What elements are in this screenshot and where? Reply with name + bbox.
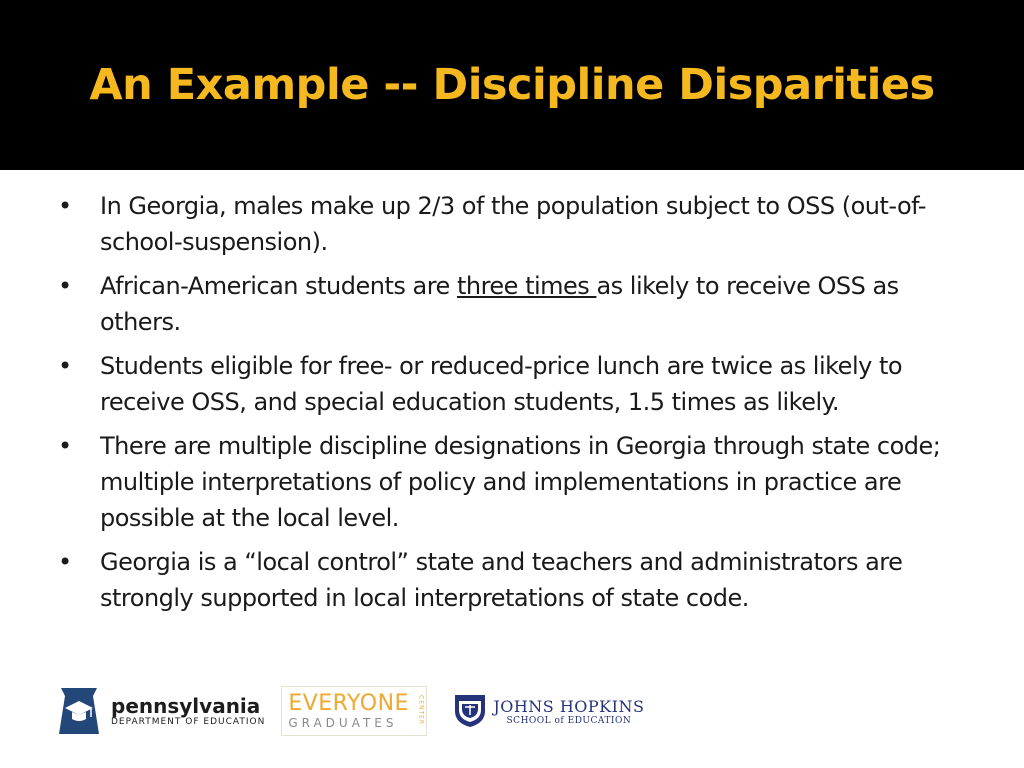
jhu-school: SCHOOL of EDUCATION [506, 715, 632, 726]
eg-top-text: EVERYONE [288, 691, 409, 716]
shield-icon [453, 693, 487, 729]
everyone-graduates-logo [281, 686, 427, 736]
bullet-text: There are multiple discipline designations in Georgia through state code; multiple interpretations of policy and implementations in practice are possible at the local level. [100, 432, 941, 532]
bullet-marker: • [58, 352, 72, 380]
bullet-marker: • [58, 432, 72, 460]
slide-title: An Example -- Discipline Disparities [89, 60, 935, 110]
eg-bottom-text: GRADUATES [288, 716, 398, 730]
keystone-icon [55, 686, 103, 736]
bullet-list [58, 188, 978, 624]
bullet-text: In Georgia, males make up 2/3 of the population subject to OSS (out-of-school-suspension). [100, 192, 926, 256]
bullet-text-after: as likely to receive OSS as others. [100, 272, 899, 336]
jhu-name: JOHNS HOPKINS [493, 696, 645, 716]
bullet-text-before: African-American students are [100, 272, 457, 300]
bullet-text: Georgia is a “local control” state and teachers and administrators are strongly supported in local interpretations of state code. [100, 548, 903, 612]
bullet-marker: • [58, 272, 72, 300]
bullet-item [58, 544, 978, 616]
pa-name: pennsylvania [111, 694, 261, 718]
logo-strip [55, 684, 644, 738]
bullet-item [58, 188, 978, 260]
bullet-item [58, 268, 978, 340]
bullet-text-underlined: three times [456, 272, 597, 300]
eg-side-text: CENTER [417, 695, 425, 726]
pennsylvania-logo [55, 686, 265, 736]
pa-department: DEPARTMENT OF EDUCATION [111, 717, 266, 727]
bullet-marker: • [58, 192, 72, 220]
bullet-text: Students eligible for free- or reduced-price lunch are twice as likely to receive OSS, and special education students, 1.5 times as likely. [100, 352, 903, 416]
bullet-marker: • [58, 548, 72, 576]
bullet-item [58, 348, 978, 420]
bullet-item [58, 428, 978, 536]
slide-header [0, 0, 1024, 170]
johns-hopkins-logo [453, 693, 644, 729]
